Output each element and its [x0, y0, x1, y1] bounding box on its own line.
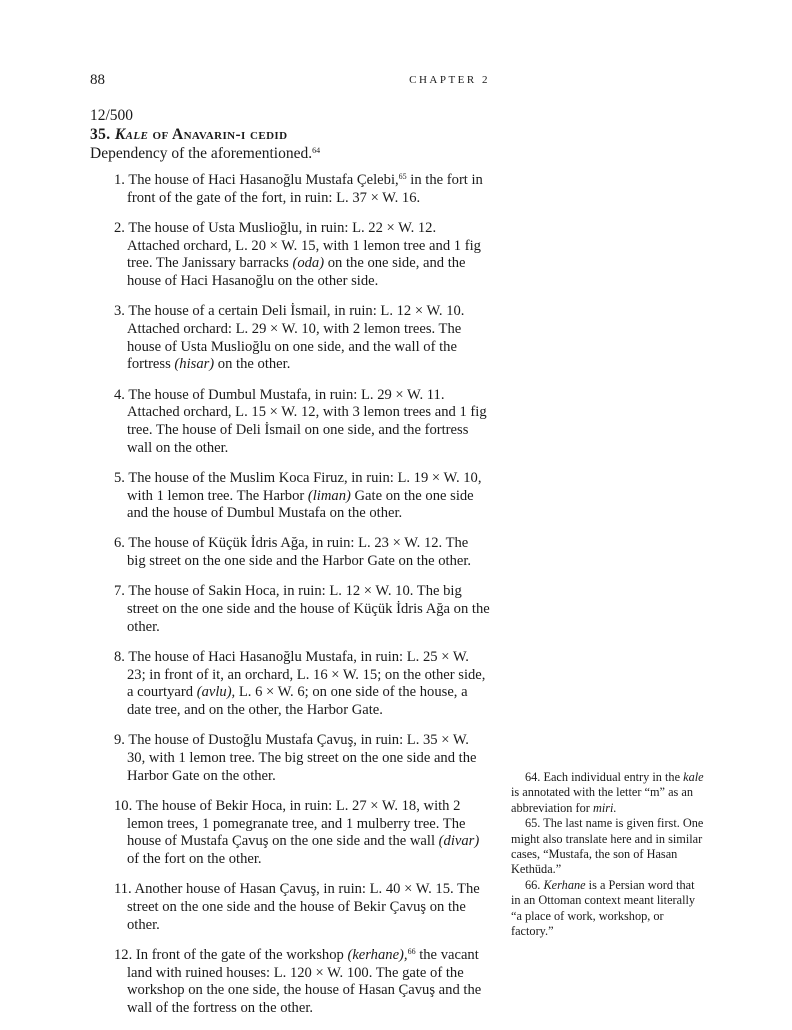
entry-item — [114, 172, 490, 207]
text-run: on the other. — [214, 356, 291, 373]
footnote-ref: 65 — [398, 172, 407, 181]
entry-item — [114, 387, 490, 458]
footnotes-column — [511, 770, 705, 939]
entry-item — [114, 798, 490, 869]
entries-list — [90, 172, 490, 1018]
italic-term: (divar) — [438, 833, 480, 850]
text-run: the vacant land with ruined houses: L. 120 × W. 100. The gate of the workshop on the one side, the house of Hasan Çavuş and the wall of the fortress on the other. — [127, 946, 482, 1016]
entry-item — [114, 881, 490, 934]
entry-item — [114, 583, 490, 636]
text-run: 12. In front of the gate of the workshop — [114, 946, 348, 963]
text-run: 3. The house of a certain Deli İsmail, in ruin: L. 12 × W. 10. Attached orchard: L. 29 × W. 10, with 2 lemon trees. The house of Usta Muslioğlu on one side, and the wall of the fortress — [114, 303, 465, 373]
main-text-column — [90, 106, 490, 1030]
entry-item — [114, 947, 490, 1018]
footnote — [511, 816, 705, 878]
entry-item — [114, 470, 490, 523]
text-run: 9. The house of Dustoğlu Mustafa Çavuş, in ruin: L. 35 × W. 30, with 1 lemon tree. The big street on the one side and the Harbor Gate on the other. — [114, 732, 477, 784]
footnote-ref: 66 — [407, 946, 416, 956]
text-run: 11. Another house of Hasan Çavuş, in ruin: L. 40 × W. 15. The street on the one side and the house of Bekir Çavuş on the other. — [114, 881, 480, 933]
text-run: 65. The last name is given first. One might also translate here and in similar cases, “Mustafa, the son of Hasan Kethüda.” — [511, 816, 704, 877]
page-number: 88 — [90, 72, 105, 88]
entry-item — [114, 303, 490, 374]
section-title-rest: of Anavarin-i cedid — [152, 126, 288, 143]
text-run: L. 6 × W. 6; on one side of the house, a date tree, and on the other, the Harbor Gate. — [127, 684, 468, 719]
italic-term: (avlu), — [196, 684, 236, 701]
entry-item — [114, 220, 490, 291]
italic-term: kale — [683, 770, 704, 784]
folio-reference: 12/500 — [90, 107, 134, 124]
text-run: 10. The house of Bekir Hoca, in ruin: L. 27 × W. 18, with 2 lemon trees, 1 pomegranate tree, and 1 mulberry tree. The house of Mustafa Çavuş on the one side and the wall — [114, 797, 466, 850]
section-heading — [90, 125, 490, 144]
italic-term: miri. — [592, 800, 617, 815]
text-run: 6. The house of Küçük İdris Ağa, in ruin: L. 23 × W. 12. The big street on the one side and the Harbor Gate on the other. — [114, 535, 472, 570]
italic-term: Kerhane — [543, 877, 586, 892]
text-run: 4. The house of Dumbul Mustafa, in ruin: L. 29 × W. 11. Attached orchard, L. 15 × W. 12, with 3 lemon trees and 1 fig tree. The house of Deli İsmail on one side, and the fortress wall on the other. — [114, 386, 487, 456]
entry-item — [114, 649, 490, 720]
dependency-text: Dependency of the aforementioned. — [90, 145, 313, 162]
text-run: 5. The house of the Muslim Koca Firuz, in ruin: L. 19 × W. 10, with 1 lemon tree. The Harbor — [114, 469, 482, 504]
text-run: on the one side, and the house of Haci Hasanoğlu on the other side. — [127, 255, 466, 290]
footnote — [511, 878, 705, 940]
text-run: in the fort in front of the gate of the fort, in ruin: L. 37 × W. 16. — [127, 172, 483, 206]
text-run: 7. The house of Sakin Hoca, in ruin: L. 12 × W. 10. The big street on the one side and the house of Küçük İdris Ağa on the other. — [114, 583, 490, 635]
text-run: Gate on the one side and the house of Dumbul Mustafa on the other. — [127, 487, 474, 522]
italic-term: (hisar) — [174, 356, 215, 373]
italic-term: (kerhane), — [347, 946, 408, 963]
entry-item — [114, 535, 490, 570]
text-run: of the fort on the other. — [127, 851, 262, 867]
running-head: CHAPTER 2 — [409, 74, 490, 86]
text-run: is annotated with the letter “m” as an abbreviation for — [511, 785, 693, 815]
italic-term: (liman) — [307, 487, 351, 504]
entry-item — [114, 732, 490, 785]
section-title-italic: Kale — [114, 126, 149, 143]
text-run: 2. The house of Usta Muslioğlu, in ruin: L. 22 × W. 12. Attached orchard, L. 20 × W. 15, with 1 lemon tree and 1 fig tree. The Janissary barracks — [114, 219, 481, 272]
text-run: 1. The house of Haci Hasanoğlu Mustafa Çelebi, — [114, 172, 399, 188]
text-run: 64. Each individual entry in the — [525, 770, 684, 784]
section-number: 35. — [90, 126, 111, 143]
dependency-line — [90, 144, 490, 163]
text-run: is a Persian word that in an Ottoman context meant literally “a place of work, workshop, or factory.” — [511, 877, 696, 939]
footnote — [511, 770, 705, 816]
italic-term: (oda) — [292, 255, 325, 272]
text-run: 66. — [525, 877, 544, 892]
footnote-ref: 64 — [312, 146, 321, 155]
text-run: 8. The house of Haci Hasanoğlu Mustafa, in ruin: L. 25 × W. 23; in front of it, an orchard, L. 16 × W. 15; on the other side, a courtyard — [114, 648, 486, 701]
